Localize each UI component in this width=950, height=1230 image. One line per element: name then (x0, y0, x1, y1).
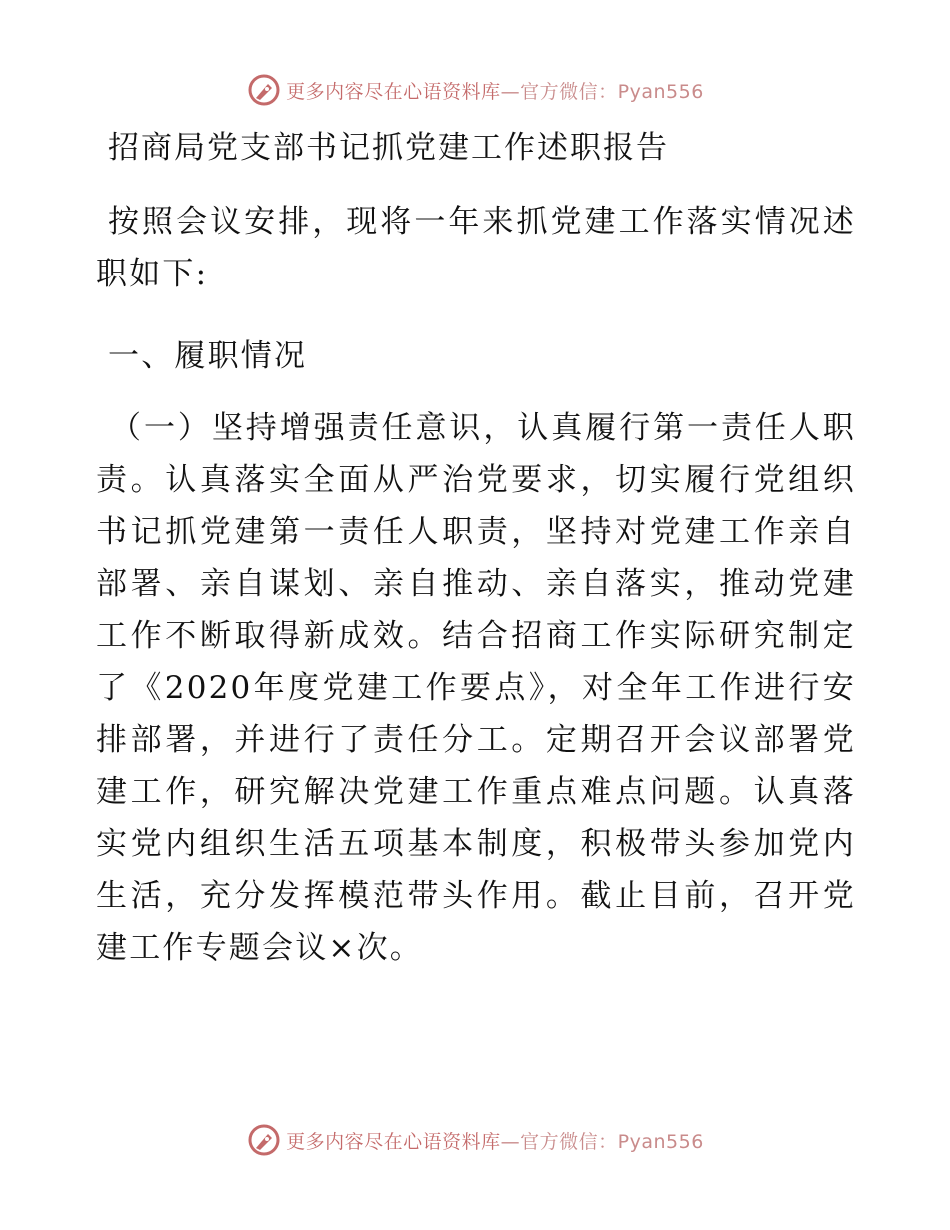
pen-nib-circle-icon (246, 72, 282, 108)
watermark-text: 更多内容尽在心语资料库—官方微信：Pyan556 (286, 1130, 704, 1153)
body-paragraph: （一）坚持增强责任意识，认真履行第一责任人职责。认真落实全面从严治党要求，切实履行党组织书记抓党建第一责任人职责，坚持对党建工作亲自部署、亲自谋划、亲自推动、亲自落实，推动党建工作不断取得新成效。结合招商工作实际研究制定了《2020年度党建工作要点》，对全年工作进行安排部署，并进行了责任分工。定期召开会议部署党建工作，研究解决党建工作重点难点问题。认真落实党内组织生活五项基本制度，积极带头参加党内生活，充分发挥模范带头作用。截止目前，召开党建工作专题会议×次。 (96, 410, 856, 966)
header-watermark (0, 70, 950, 110)
footer-watermark (0, 1120, 950, 1160)
intro-paragraph: 按照会议安排，现将一年来抓党建工作落实情况述职如下: (96, 204, 856, 292)
pen-nib-circle-icon (246, 1122, 282, 1158)
document-title: 招商局党支部书记抓党建工作述职报告 (108, 130, 669, 166)
section-heading: 一、履职情况 (108, 338, 308, 374)
watermark-text: 更多内容尽在心语资料库—官方微信：Pyan556 (286, 80, 704, 103)
